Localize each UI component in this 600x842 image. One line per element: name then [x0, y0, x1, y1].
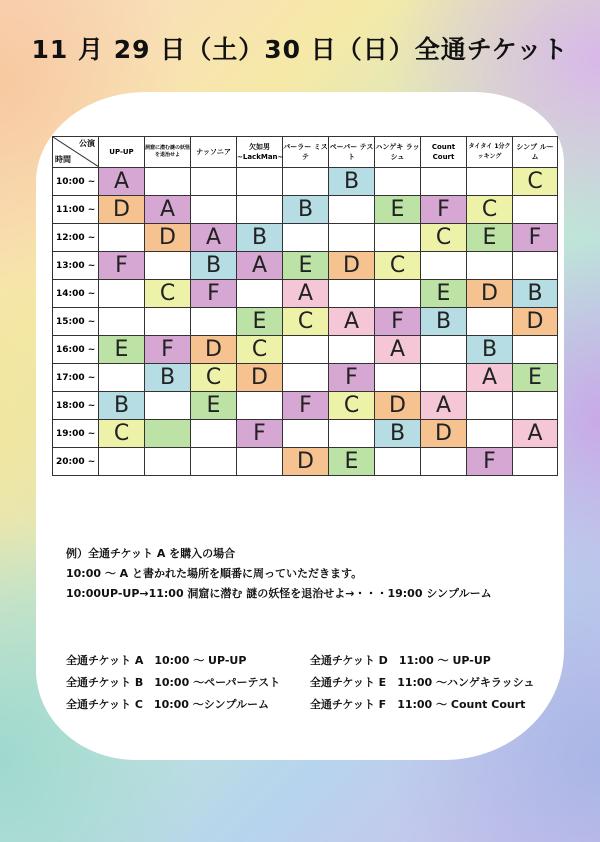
table-row: [53, 336, 558, 364]
time-cell: 19:00 ~: [53, 420, 99, 448]
ticket-slot-cell: C: [283, 308, 329, 336]
ticket-slot-cell: E: [283, 252, 329, 280]
column-header: Count Court: [421, 137, 467, 168]
ticket-slot-cell: [191, 420, 237, 448]
ticket-item: 全通チケット B 10:00 ～ペーパーテスト: [66, 676, 281, 689]
ticket-slot-cell: [237, 196, 283, 224]
ticket-slot-cell: [99, 364, 145, 392]
corner-bottom-label: 時間: [55, 155, 71, 164]
ticket-slot-cell: A: [329, 308, 375, 336]
ticket-slot-cell: C: [191, 364, 237, 392]
ticket-slot-cell: [237, 280, 283, 308]
ticket-slot-cell: [421, 448, 467, 476]
ticket-slot-cell: A: [145, 196, 191, 224]
ticket-slot-cell: D: [237, 364, 283, 392]
table-row: [53, 392, 558, 420]
ticket-list: [66, 652, 534, 718]
ticket-slot-cell: E: [329, 448, 375, 476]
table-row: [53, 364, 558, 392]
time-cell: 16:00 ~: [53, 336, 99, 364]
ticket-slot-cell: C: [145, 280, 191, 308]
schedule-body: [53, 168, 558, 476]
page-title: 11 月 29 日（土）30 日（日）全通チケット: [31, 35, 569, 64]
ticket-slot-cell: F: [329, 364, 375, 392]
column-header: 欠如男 ~LackMan~: [237, 137, 283, 168]
ticket-slot-cell: F: [421, 196, 467, 224]
ticket-slot-cell: B: [283, 196, 329, 224]
ticket-slot-cell: A: [237, 252, 283, 280]
ticket-slot-cell: A: [283, 280, 329, 308]
ticket-slot-cell: C: [467, 196, 513, 224]
ticket-item: 全通チケット E 11:00 ～ハンゲキラッシュ: [309, 676, 535, 689]
ticket-slot-cell: A: [467, 364, 513, 392]
ticket-slot-cell: [467, 420, 513, 448]
time-cell: 13:00 ~: [53, 252, 99, 280]
ticket-slot-cell: [421, 252, 467, 280]
ticket-row: [66, 696, 534, 718]
ticket-slot-cell: [421, 336, 467, 364]
ticket-slot-cell: B: [145, 364, 191, 392]
ticket-slot-cell: [329, 336, 375, 364]
ticket-slot-cell: D: [375, 392, 421, 420]
ticket-slot-cell: B: [467, 336, 513, 364]
ticket-slot-cell: F: [191, 280, 237, 308]
example-heading: 例）全通チケット A を購入の場合: [66, 547, 236, 560]
ticket-slot-cell: C: [99, 420, 145, 448]
ticket-slot-cell: E: [375, 196, 421, 224]
ticket-slot-cell: [145, 448, 191, 476]
ticket-slot-cell: A: [513, 420, 558, 448]
table-row: [53, 308, 558, 336]
ticket-slot-cell: A: [99, 168, 145, 196]
table-row: [53, 196, 558, 224]
ticket-slot-cell: E: [237, 308, 283, 336]
ticket-slot-cell: [467, 392, 513, 420]
ticket-slot-cell: [99, 224, 145, 252]
time-cell: 17:00 ~: [53, 364, 99, 392]
ticket-slot-cell: [329, 420, 375, 448]
ticket-slot-cell: B: [513, 280, 558, 308]
time-cell: 18:00 ~: [53, 392, 99, 420]
ticket-slot-cell: D: [513, 308, 558, 336]
table-row: [53, 448, 558, 476]
ticket-slot-cell: B: [237, 224, 283, 252]
ticket-slot-cell: [283, 224, 329, 252]
ticket-slot-cell: [283, 420, 329, 448]
table-row: [53, 280, 558, 308]
schedule-table: [52, 136, 558, 476]
ticket-slot-cell: E: [513, 364, 558, 392]
ticket-slot-cell: [513, 196, 558, 224]
table-row: [53, 252, 558, 280]
ticket-slot-cell: F: [99, 252, 145, 280]
ticket-slot-cell: [99, 448, 145, 476]
time-cell: 10:00 ~: [53, 168, 99, 196]
example-line: 10:00 ～ A と書かれた場所を順番に周っていただきます。: [66, 567, 363, 580]
ticket-slot-cell: [283, 364, 329, 392]
column-header: 洞窟に潜む謎の妖怪を退治せよ: [145, 137, 191, 168]
column-header: ナッソニア: [191, 137, 237, 168]
ticket-slot-cell: E: [191, 392, 237, 420]
ticket-slot-cell: E: [421, 280, 467, 308]
ticket-slot-cell: [375, 448, 421, 476]
ticket-slot-cell: [375, 364, 421, 392]
ticket-slot-cell: A: [421, 392, 467, 420]
ticket-slot-cell: F: [467, 448, 513, 476]
ticket-slot-cell: [513, 252, 558, 280]
table-row: [53, 168, 558, 196]
ticket-slot-cell: [191, 448, 237, 476]
ticket-slot-cell: [237, 168, 283, 196]
ticket-slot-cell: A: [375, 336, 421, 364]
ticket-slot-cell: [329, 196, 375, 224]
ticket-slot-cell: [467, 308, 513, 336]
ticket-slot-cell: [99, 280, 145, 308]
ticket-slot-cell: [513, 392, 558, 420]
ticket-slot-cell: A: [191, 224, 237, 252]
column-header: タイタイ 1分クッキング: [467, 137, 513, 168]
ticket-slot-cell: C: [513, 168, 558, 196]
column-header: ペーパー テスト: [329, 137, 375, 168]
ticket-slot-cell: B: [421, 308, 467, 336]
time-cell: 14:00 ~: [53, 280, 99, 308]
ticket-slot-cell: D: [283, 448, 329, 476]
ticket-slot-cell: [329, 280, 375, 308]
table-row: [53, 224, 558, 252]
ticket-slot-cell: [191, 168, 237, 196]
ticket-slot-cell: E: [467, 224, 513, 252]
ticket-slot-cell: [329, 224, 375, 252]
column-header: UP-UP: [99, 137, 145, 168]
ticket-row: [66, 652, 534, 674]
column-header: バーラー ミステ: [283, 137, 329, 168]
corner-top-label: 公演: [79, 139, 95, 148]
ticket-item: 全通チケット A 10:00 ～ UP-UP: [66, 654, 247, 667]
ticket-slot-cell: C: [375, 252, 421, 280]
ticket-slot-cell: [145, 252, 191, 280]
ticket-slot-cell: [237, 448, 283, 476]
ticket-item: 全通チケット F 11:00 ～ Count Court: [309, 698, 526, 711]
ticket-slot-cell: [467, 168, 513, 196]
ticket-slot-cell: [145, 392, 191, 420]
ticket-slot-cell: F: [145, 336, 191, 364]
ticket-slot-cell: [237, 392, 283, 420]
ticket-slot-cell: D: [421, 420, 467, 448]
ticket-slot-cell: [375, 280, 421, 308]
ticket-slot-cell: [513, 336, 558, 364]
ticket-slot-cell: [375, 224, 421, 252]
ticket-slot-cell: B: [191, 252, 237, 280]
ticket-slot-cell: B: [99, 392, 145, 420]
ticket-slot-cell: D: [99, 196, 145, 224]
ticket-slot-cell: [191, 308, 237, 336]
time-cell: 20:00 ~: [53, 448, 99, 476]
time-cell: 11:00 ~: [53, 196, 99, 224]
column-header: ハンゲキ ラッシュ: [375, 137, 421, 168]
ticket-slot-cell: D: [191, 336, 237, 364]
ticket-slot-cell: [145, 168, 191, 196]
ticket-slot-cell: [145, 308, 191, 336]
ticket-slot-cell: [191, 196, 237, 224]
ticket-slot-cell: F: [283, 392, 329, 420]
example-block: [66, 544, 492, 604]
ticket-slot-cell: [283, 168, 329, 196]
ticket-slot-cell: [283, 336, 329, 364]
time-cell: 12:00 ~: [53, 224, 99, 252]
ticket-slot-cell: F: [513, 224, 558, 252]
ticket-slot-cell: C: [421, 224, 467, 252]
ticket-slot-cell: D: [145, 224, 191, 252]
ticket-slot-cell: [99, 308, 145, 336]
ticket-slot-cell: C: [237, 336, 283, 364]
column-header: シンプ ルーム: [513, 137, 558, 168]
ticket-slot-cell: [421, 364, 467, 392]
ticket-slot-cell: [421, 168, 467, 196]
ticket-slot-cell: [145, 420, 191, 448]
ticket-slot-cell: [375, 168, 421, 196]
ticket-item: 全通チケット C 10:00 ～シンプルーム: [66, 698, 270, 711]
ticket-slot-cell: D: [329, 252, 375, 280]
ticket-slot-cell: C: [329, 392, 375, 420]
ticket-slot-cell: F: [375, 308, 421, 336]
ticket-slot-cell: B: [329, 168, 375, 196]
time-cell: 15:00 ~: [53, 308, 99, 336]
ticket-item: 全通チケット D 11:00 ～ UP-UP: [309, 654, 491, 667]
table-row: [53, 420, 558, 448]
header-row: [53, 137, 558, 168]
ticket-slot-cell: B: [375, 420, 421, 448]
ticket-slot-cell: E: [99, 336, 145, 364]
ticket-slot-cell: D: [467, 280, 513, 308]
ticket-slot-cell: F: [237, 420, 283, 448]
ticket-row: [66, 674, 534, 696]
ticket-slot-cell: [467, 252, 513, 280]
corner-cell: [53, 137, 99, 168]
ticket-slot-cell: [513, 448, 558, 476]
example-line: 10:00UP-UP→11:00 洞窟に潜む 謎の妖怪を退治せよ→・・・19:00 シンプルーム: [66, 587, 492, 600]
